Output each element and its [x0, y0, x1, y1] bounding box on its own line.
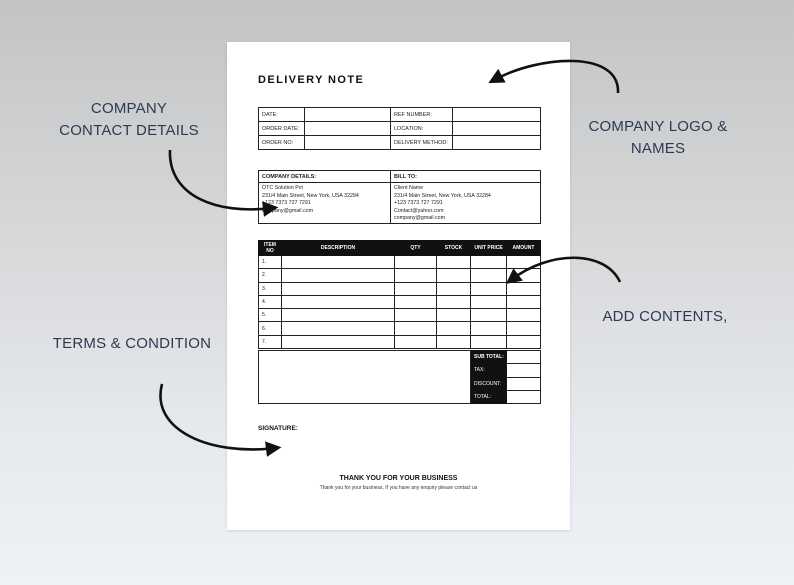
callout-add-contents: ADD CONTENTS,: [602, 308, 728, 325]
unit-price-cell[interactable]: [471, 269, 507, 282]
unit-price-cell[interactable]: [471, 282, 507, 295]
qty-cell[interactable]: [395, 269, 437, 282]
thank-you-heading: THANK YOU FOR YOUR BUSINESS: [339, 475, 458, 482]
bill-to-details: [391, 183, 541, 224]
order-date-label: ORDER DATE:: [259, 122, 305, 136]
stock-cell[interactable]: [437, 335, 471, 348]
unit-price-cell[interactable]: [471, 256, 507, 269]
description-cell[interactable]: [282, 295, 395, 308]
delivery-method-label: DELIVERY METHOD:: [391, 136, 453, 150]
qty-cell[interactable]: [395, 295, 437, 308]
bill-to-heading: BILL TO:: [391, 171, 541, 183]
callout-company-contact: COMPANY CONTACT DETAILS: [59, 100, 199, 139]
amount-cell[interactable]: [507, 256, 541, 269]
parties-table: [258, 170, 541, 224]
description-cell[interactable]: [282, 256, 395, 269]
company-phone: +123 7373 727 7291: [262, 200, 311, 206]
stock-cell[interactable]: [437, 256, 471, 269]
stock-cell[interactable]: [437, 282, 471, 295]
ref-number-label: REF NUMBER:: [391, 108, 453, 122]
amount-cell[interactable]: [507, 309, 541, 322]
delivery-method-value[interactable]: [453, 136, 541, 150]
stock-cell[interactable]: [437, 309, 471, 322]
document-title: DELIVERY NOTE: [258, 74, 365, 86]
thank-you-note: Thank you for your business, If you have any enquiry please contact us: [319, 485, 478, 491]
callout-company-logo: COMPANY LOGO & NAMES: [588, 118, 728, 157]
order-info-table: [258, 107, 541, 150]
tax-value[interactable]: [507, 364, 541, 377]
subtotal-value[interactable]: [507, 351, 541, 364]
stock-cell[interactable]: [437, 322, 471, 335]
subtotal-label: SUB TOTAL:: [471, 351, 507, 364]
qty-cell[interactable]: [395, 322, 437, 335]
client-email: Contact@yahoo.com: [394, 207, 444, 214]
tax-label: TAX:: [471, 364, 507, 377]
item-number: 1.: [259, 256, 282, 269]
discount-label: DISCOUNT:: [471, 377, 507, 390]
company-details: [259, 183, 391, 224]
unit-price-cell[interactable]: [471, 309, 507, 322]
stock-cell[interactable]: [437, 269, 471, 282]
signature-label: SIGNATURE:: [258, 425, 298, 432]
discount-value[interactable]: [507, 377, 541, 390]
delivery-note-page: [227, 42, 570, 530]
company-name: OTC Solution Pvt: [262, 185, 303, 191]
unit-price-header: UNIT PRICE: [471, 241, 507, 256]
table-row: [259, 269, 541, 282]
unit-price-cell[interactable]: [471, 335, 507, 348]
unit-price-cell[interactable]: [471, 322, 507, 335]
table-row: [259, 335, 541, 348]
ref-number-value[interactable]: [453, 108, 541, 122]
amount-cell[interactable]: [507, 295, 541, 308]
qty-cell[interactable]: [395, 309, 437, 322]
client-phone: +123 7373 727 7291: [394, 200, 443, 206]
amount-cell[interactable]: [507, 322, 541, 335]
stock-cell[interactable]: [437, 295, 471, 308]
description-cell[interactable]: [282, 309, 395, 322]
table-row: [259, 309, 541, 322]
qty-cell[interactable]: [395, 256, 437, 269]
description-cell[interactable]: [282, 269, 395, 282]
date-label: DATE:: [259, 108, 305, 122]
unit-price-cell[interactable]: [471, 295, 507, 308]
order-no-label: ORDER NO:: [259, 136, 305, 150]
table-row: [259, 256, 541, 269]
total-label: TOTAL:: [471, 390, 507, 403]
client-address: 231/4 Main Street, New York, USA 32284: [394, 192, 491, 199]
callout-terms: TERMS & CONDITION: [52, 335, 212, 352]
description-cell[interactable]: [282, 335, 395, 348]
table-row: [259, 282, 541, 295]
table-row: [259, 295, 541, 308]
client-email-secondary: company@gmail.com: [394, 215, 446, 221]
item-number: 7.: [259, 335, 282, 348]
company-details-heading: COMPANY DETAILS:: [259, 171, 391, 183]
amount-cell[interactable]: [507, 335, 541, 348]
item-number: 3.: [259, 282, 282, 295]
item-number: 5.: [259, 309, 282, 322]
amount-header: AMOUNT: [507, 241, 541, 256]
date-value[interactable]: [305, 108, 391, 122]
item-number: 6.: [259, 322, 282, 335]
description-cell[interactable]: [282, 282, 395, 295]
stock-header: STOCK: [437, 241, 471, 256]
amount-cell[interactable]: [507, 282, 541, 295]
description-cell[interactable]: [282, 322, 395, 335]
total-value[interactable]: [507, 390, 541, 403]
items-table: [258, 240, 541, 349]
client-name: Client Name: [394, 185, 424, 191]
table-row: [259, 322, 541, 335]
item-number: 2.: [259, 269, 282, 282]
company-email: company@gmail.com: [262, 207, 314, 214]
qty-cell[interactable]: [395, 282, 437, 295]
qty-cell[interactable]: [395, 335, 437, 348]
qty-header: QTY: [395, 241, 437, 256]
company-address: 231/4 Main Street, New York, USA 32284: [262, 192, 359, 199]
order-no-value[interactable]: [305, 136, 391, 150]
item-no-header: ITEM NO: [259, 241, 282, 256]
totals-table: [258, 350, 541, 404]
terms-area[interactable]: [259, 351, 471, 404]
item-number: 4.: [259, 295, 282, 308]
description-header: DESCRIPTION: [282, 241, 395, 256]
order-date-value[interactable]: [305, 122, 391, 136]
location-label: LOCATION:: [391, 122, 453, 136]
amount-cell[interactable]: [507, 269, 541, 282]
location-value[interactable]: [453, 122, 541, 136]
